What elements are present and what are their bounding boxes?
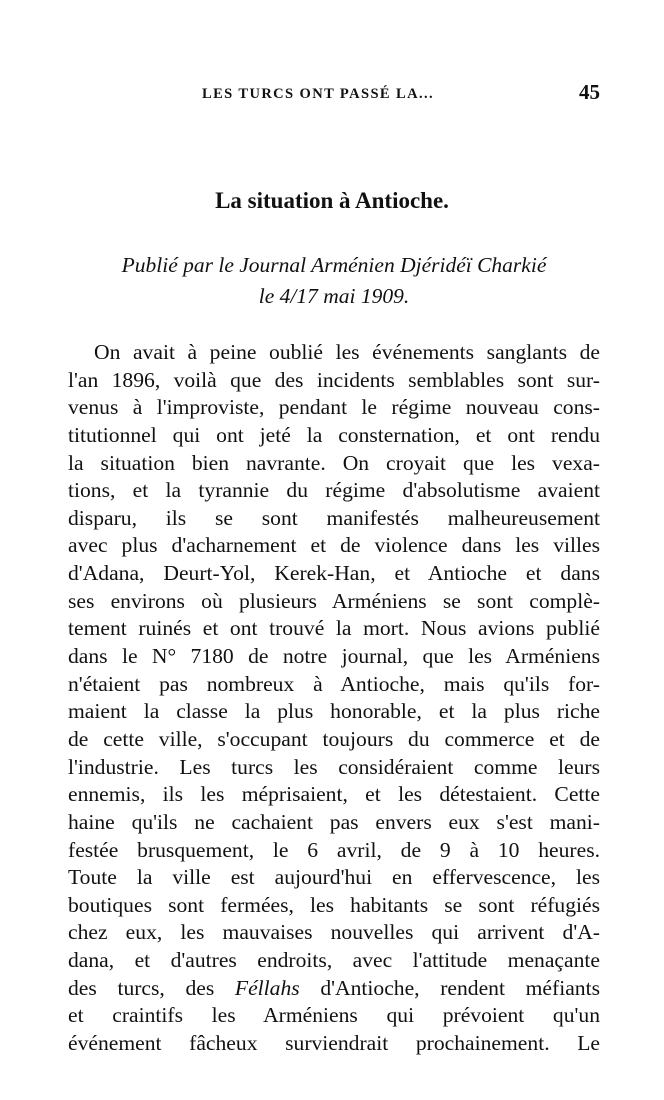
line-segment: des turcs, des: [68, 975, 235, 1000]
body-line: ses environs où plusieurs Arméniens se sont complè-: [68, 588, 600, 613]
source-line-2: le 4/17 mai 1909.: [258, 284, 410, 308]
body-line: la situation bien navrante. On croyait que les vexa-: [68, 450, 600, 475]
body-text: [68, 339, 600, 1058]
body-line: tions, et la tyrannie du régime d'absolutisme avaient: [68, 478, 600, 503]
source-attribution: [68, 250, 600, 312]
body-line: On avait à peine oublié les événements sanglants de: [94, 340, 600, 364]
source-line-1: Publié par le Journal Arménien Djéridéï Charkié: [121, 253, 547, 277]
body-line: haine qu'ils ne cachaient pas envers eux s'est mani-: [68, 809, 600, 834]
body-line: titutionnel qui ont jeté la consternation, et ont rendu: [68, 422, 600, 447]
section-title: La situation à Antioche.: [215, 188, 449, 213]
body-line: maient la classe la plus honorable, et la plus riche: [68, 699, 600, 724]
page-number: 45: [579, 80, 600, 104]
body-line: chez eux, les mauvaises nouvelles qui arrivent d'A-: [68, 920, 600, 945]
body-line: de cette ville, s'occupant toujours du commerce et de: [68, 726, 600, 751]
body-line: l'industrie. Les turcs les considéraient comme leurs: [68, 754, 600, 779]
body-line: ennemis, ils les méprisaient, et les détestaient. Cette: [68, 782, 600, 807]
body-line-with-italic: [68, 975, 600, 1003]
body-line: dans le N° 7180 de notre journal, que les Arméniens: [68, 644, 600, 669]
running-title: LES TURCS ONT PASSÉ LA...: [202, 86, 435, 102]
body-line: Toute la ville est aujourd'hui en effervescence, les: [68, 865, 600, 890]
body-line: disparu, ils se sont manifestés malheureusement: [68, 505, 600, 530]
body-line: n'étaient pas nombreux à Antioche, mais qu'ils for-: [68, 671, 600, 696]
body-line: boutiques sont fermées, les habitants se sont réfugiés: [68, 892, 600, 917]
body-line: l'an 1896, voilà que des incidents semblables sont sur-: [68, 367, 600, 392]
italic-term-fellahs: Féllahs: [234, 975, 300, 1000]
body-line: événement fâcheux surviendrait prochainement. Le: [68, 1031, 600, 1056]
body-line: avec plus d'acharnement et de violence dans les villes: [68, 533, 600, 558]
running-header: [68, 80, 600, 110]
line-segment: d'Antioche, rendent méfiants: [299, 975, 600, 1000]
body-line: dana, et d'autres endroits, avec l'attitude menaçante: [68, 948, 600, 973]
body-line: venus à l'improviste, pendant le régime nouveau cons-: [68, 395, 600, 420]
body-line: et craintifs les Arméniens qui prévoient qu'un: [68, 1003, 600, 1028]
body-line: tement ruinés et ont trouvé la mort. Nous avions publié: [68, 616, 600, 641]
body-line: d'Adana, Deurt-Yol, Kerek-Han, et Antioche et dans: [68, 561, 600, 586]
body-line: festée brusquement, le 6 avril, de 9 à 10 heures.: [68, 837, 600, 862]
